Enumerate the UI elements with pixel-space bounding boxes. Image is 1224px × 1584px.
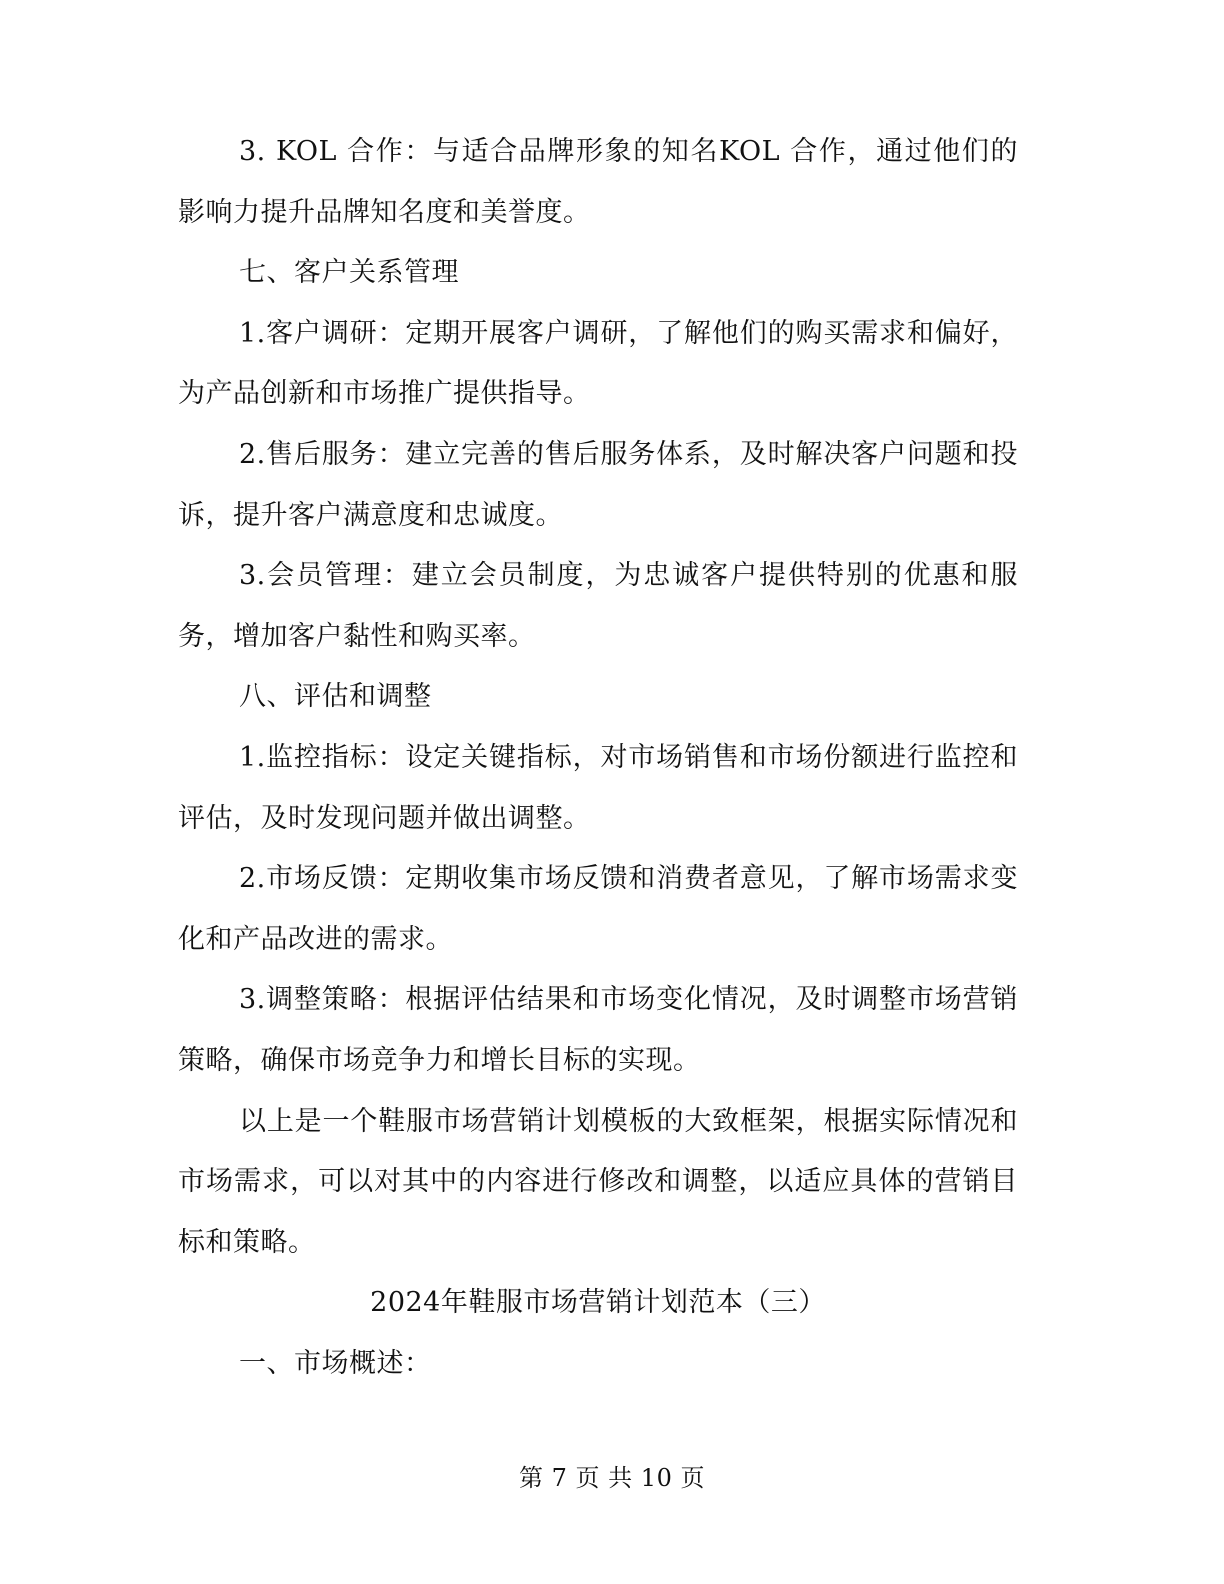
document-body — [178, 122, 1018, 1394]
section-heading-market-overview: 一、市场概述： — [239, 1347, 432, 1379]
paragraph-market-feedback: 2.市场反馈：定期收集市场反馈和消费者意见，了解市场需求变化和产品改进的需求。 — [178, 863, 1018, 955]
paragraph-after-sales-service: 2.售后服务：建立完善的售后服务体系，及时解决客户问题和投诉，提升客户满意度和忠诚度。 — [178, 438, 1018, 531]
paragraph-summary: 以上是一个鞋服市场营销计划模板的大致框架，根据实际情况和市场需求，可以对其中的内容进行修改和调整，以适应具体的营销目标和策略。 — [178, 1105, 1018, 1258]
section-heading-customer-relations: 七、客户关系管理 — [239, 257, 459, 289]
page-number-footer: 第 7 页 共 10 页 — [519, 1464, 705, 1492]
paragraph-membership-management: 3.会员管理：建立会员制度，为忠诚客户提供特别的优惠和服务，增加客户黏性和购买率。 — [178, 560, 1018, 652]
paragraph-monitoring-metrics: 1.监控指标：设定关键指标，对市场销售和市场份额进行监控和评估，及时发现问题并做出调整。 — [178, 741, 1018, 834]
document-section-title: 2024年鞋服市场营销计划范本（三） — [370, 1287, 826, 1319]
paragraph-adjust-strategy: 3.调整策略：根据评估结果和市场变化情况，及时调整市场营销策略，确保市场竞争力和增长目标的实现。 — [178, 984, 1018, 1076]
paragraph-customer-research: 1.客户调研：定期开展客户调研，了解他们的购买需求和偏好，为产品创新和市场推广提供指导。 — [178, 317, 1018, 410]
paragraph-kol-cooperation: 3. KOL 合作：与适合品牌形象的知名KOL 合作，通过他们的影响力提升品牌知名度和美誉度。 — [178, 136, 1018, 228]
section-heading-evaluation: 八、评估和调整 — [239, 681, 432, 713]
